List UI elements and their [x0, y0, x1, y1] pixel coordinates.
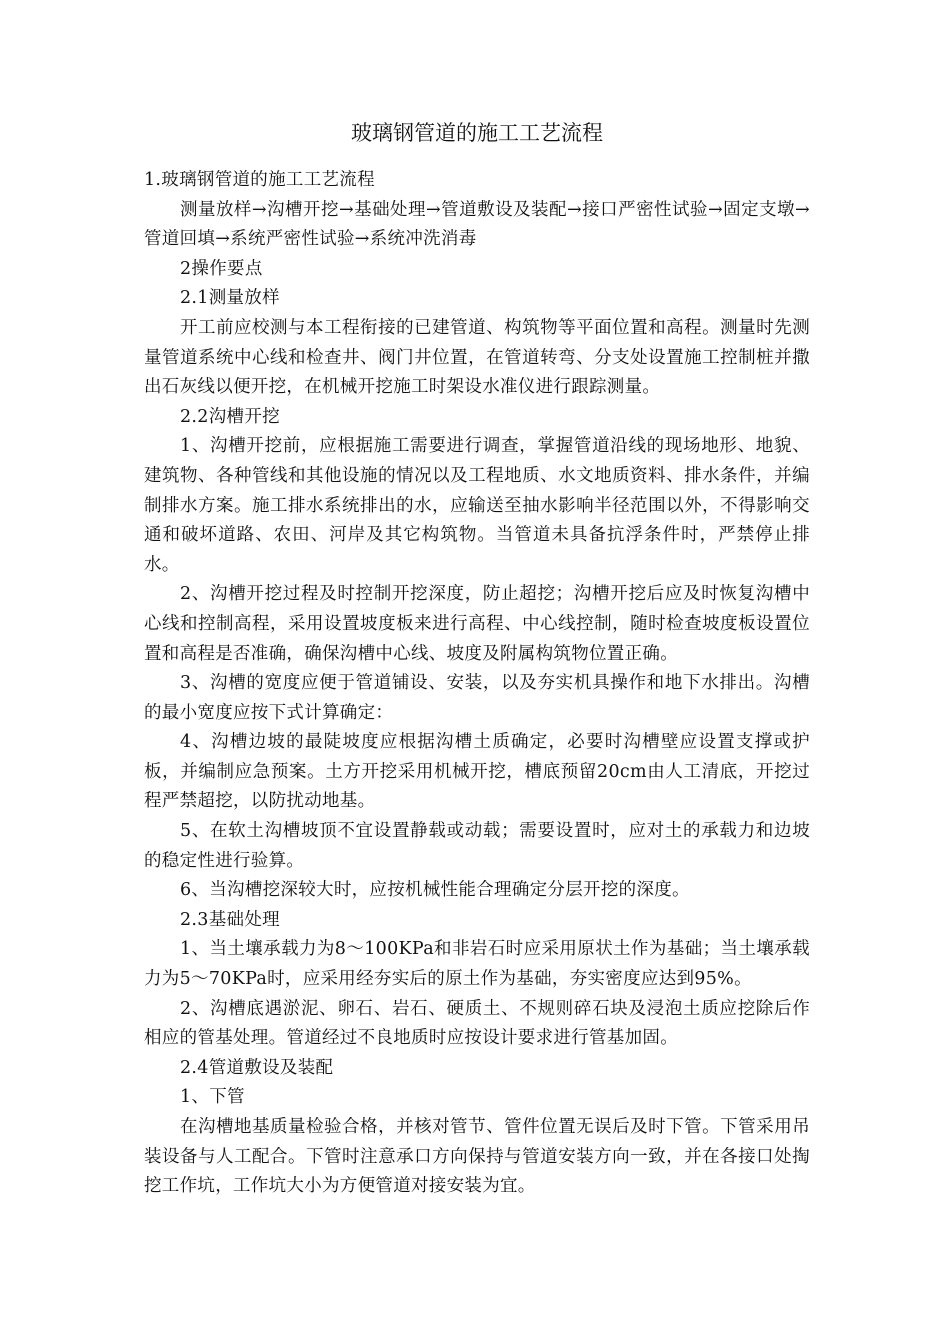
- paragraph: 2操作要点: [180, 258, 263, 279]
- document-body: [144, 118, 810, 1202]
- paragraph-list: [144, 166, 810, 1202]
- paragraph: 测量放样→沟槽开挖→基础处理→管道敷设及装配→接口严密性试验→固定支墩→管道回填→系统严密性试验→系统冲洗消毒: [144, 199, 810, 250]
- paragraph: 2.4管道敷设及装配: [180, 1057, 334, 1078]
- paragraph: 开工前应校测与本工程衔接的已建管道、构筑物等平面位置和高程。测量时先测量管道系统中心线和检查井、阀门井位置，在管道转弯、分支处设置施工控制桩并撒出石灰线以便开挖，在机械开挖施工时架设水准仪进行跟踪测量。: [144, 317, 810, 398]
- paragraph: 2.2沟槽开挖: [180, 406, 280, 427]
- paragraph: 1、沟槽开挖前，应根据施工需要进行调查，掌握管道沿线的现场地形、地貌、建筑物、各种管线和其他设施的情况以及工程地质、水文地质资料、排水条件，并编制排水方案。施工排水系统排出的水，应输送至抽水影响半径范围以外，不得影响交通和破坏道路、农田、河岸及其它构筑物。当管道未具备抗浮条件时，严禁停止排水。: [144, 436, 810, 575]
- paragraph: 1、当土壤承载力为8～100KPa和非岩石时应采用原状土作为基础；当土壤承载力为5～70KPa时，应采用经夯实后的原土作为基础，夯实密度应达到95%。: [144, 939, 810, 990]
- paragraph: 6、当沟槽挖深较大时，应按机械性能合理确定分层开挖的深度。: [180, 880, 690, 901]
- paragraph: 2.1测量放样: [180, 288, 280, 309]
- document-title: 玻璃钢管道的施工工艺流程: [351, 121, 603, 145]
- paragraph: 2、沟槽底遇淤泥、卵石、岩石、硬质土、不规则碎石块及浸泡土质应挖除后作相应的管基处理。管道经过不良地质时应按设计要求进行管基加固。: [144, 998, 810, 1049]
- paragraph: 1.玻璃钢管道的施工工艺流程: [144, 170, 375, 190]
- paragraph: 4、沟槽边坡的最陡坡度应根据沟槽土质确定，必要时沟槽壁应设置支撑或护板，并编制应急预案。土方开挖采用机械开挖，槽底预留20cm由人工清底，开挖过程严禁超挖，以防扰动地基。: [144, 732, 810, 812]
- paragraph: 3、沟槽的宽度应便于管道铺设、安装，以及夯实机具操作和地下水排出。沟槽的最小宽度应按下式计算确定：: [144, 673, 810, 723]
- paragraph: 1、下管: [180, 1087, 245, 1108]
- paragraph: 2、沟槽开挖过程及时控制开挖深度，防止超挖；沟槽开挖后应及时恢复沟槽中心线和控制高程，采用设置坡度板来进行高程、中心线控制，随时检查坡度板设置位置和高程是否准确，确保沟槽中心线、坡度及附属构筑物位置正确。: [144, 584, 810, 664]
- paragraph: 2.3基础处理: [180, 909, 280, 930]
- paragraph: 在沟槽地基质量检验合格，并核对管节、管件位置无误后及时下管。下管采用吊装设备与人工配合。下管时注意承口方向保持与管道安装方向一致，并在各接口处掏挖工作坑，工作坑大小为方便管道对接安装为宜。: [144, 1117, 810, 1197]
- paragraph: 5、在软土沟槽坡顶不宜设置静载或动载；需要设置时，应对土的承载力和边坡的稳定性进行验算。: [144, 821, 810, 871]
